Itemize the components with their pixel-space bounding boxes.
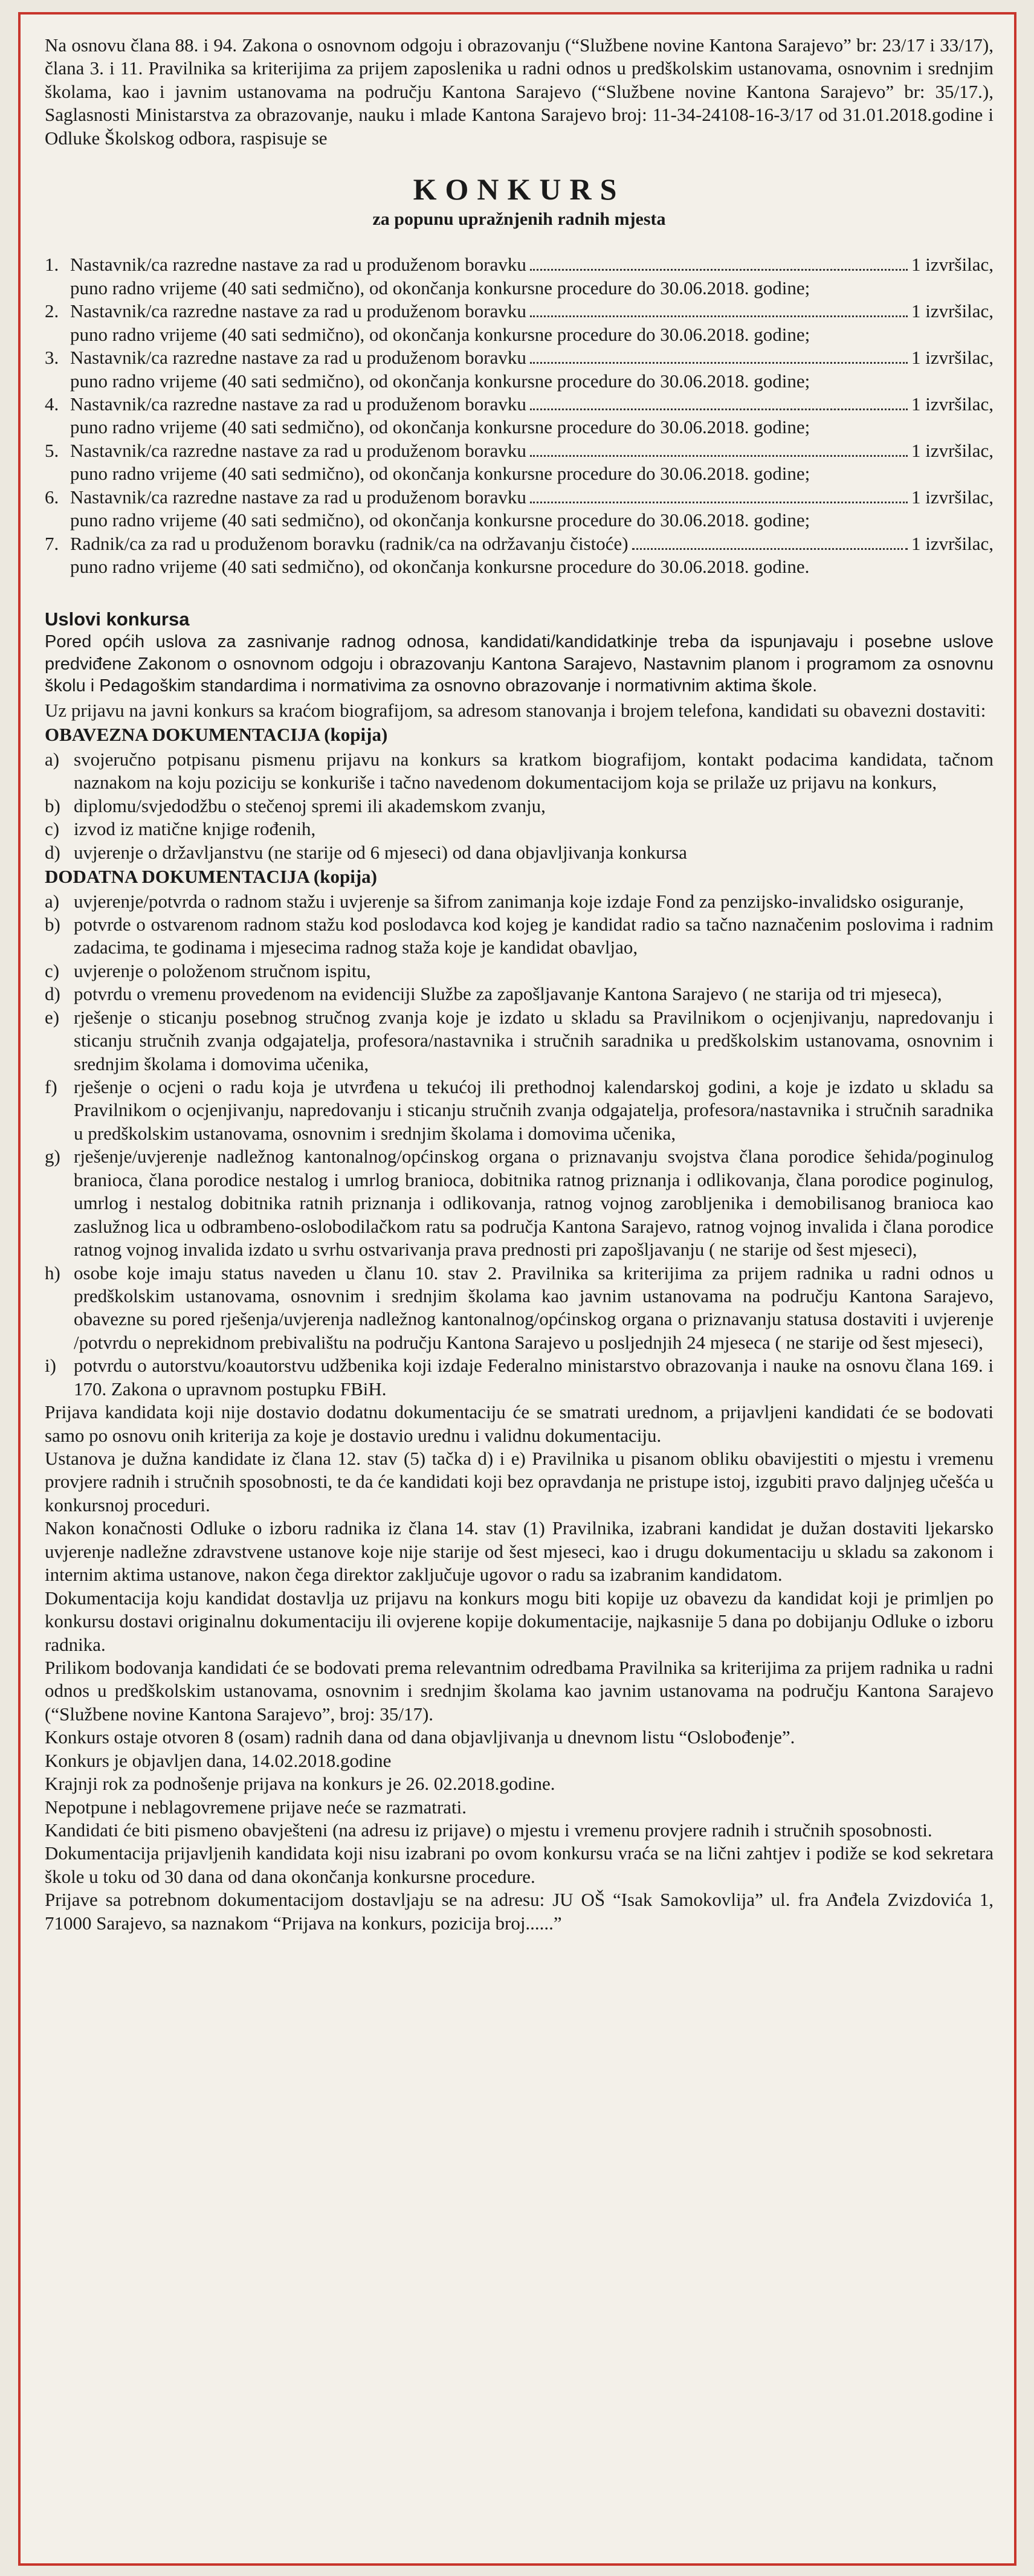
position-count: 1 izvršilac,: [911, 347, 994, 369]
item-letter: d): [45, 841, 60, 863]
position-body: [70, 346, 994, 393]
application-text: Uz prijavu na javni konkurs sa kraćom biografijom, sa adresom stanovanja i brojem telefona, kandidati su obavezni dostaviti:: [45, 700, 986, 721]
position-name: Radnik/ca za rad u produženom boravku (radnik/ca na održavanju čistoće): [70, 532, 628, 554]
item-text: potvrdu o vremenu provedenom na evidenciji Službe za zapošljavanje Kantona Sarajevo ( ne starija od tri mjeseca),: [74, 983, 942, 1005]
position-detail: puno radno vrijeme (40 sati sedmično), od okončanja konkursne procedure do 30.06.2018. godine;: [70, 463, 810, 485]
position-count: 1 izvršilac,: [911, 439, 994, 461]
item-letter: b): [45, 795, 60, 816]
document-item: [45, 960, 994, 983]
closing-paragraph: Prijava kandidata koji nije dostavio dodatnu dokumentaciju će se smatrati urednom, a prijavljeni kandidati će se bodovati samo po osnovu onih kriterija za koje je dostavio urednu i validnu dokumentaciju.: [45, 1401, 994, 1446]
position-title-line: [70, 253, 994, 276]
position-number: 5.: [45, 439, 59, 461]
position-title-line: [70, 439, 994, 462]
item-letter: c): [45, 818, 60, 840]
position-number: 1.: [45, 254, 59, 276]
position-item: [45, 486, 994, 532]
item-text: izvod iz matične knjige rođenih,: [74, 818, 316, 840]
item-letter: h): [45, 1262, 60, 1283]
position-number: 6.: [45, 486, 59, 508]
closing-paragraph: Prilikom bodovanja kandidati će se bodovati prema relevantnim odredbama Pravilnika sa kriterijima za prijem radnika u radni odnos u predškolskim ustanovama, osnovnim i srednjim školama kao javnim ustanovama na području Kantona Sarajevo (“Službene novine Kantona Sarajevo”, broj: 35/17).: [45, 1656, 994, 1725]
position-item: [45, 532, 994, 579]
mandatory-docs-heading: OBAVEZNA DOKUMENTACIJA (kopija): [45, 724, 388, 746]
positions-list: [45, 253, 994, 578]
announcement-content: [45, 34, 994, 1935]
position-body: [70, 532, 994, 579]
item-text: osobe koje imaju status naveden u članu 10. stav 2. Pravilnika sa kriterijima za prijem radnika u radni odnos u predškolskim ustanovama, osnovnim i srednjim školama kao javnim ustanovama na području Kantona Sarajevo, obavezne su pored rješenja/uvjerenja nadležnog kantonalnog/općinskog organa o priznavanju statusa dostaviti i uvjerenje /potvrdu o neprekidnom prebivalištu na području Kantona Sarajevo u posljednjih 24 mjeseca ( ne starije od šest mjeseci),: [74, 1262, 994, 1353]
position-count: 1 izvršilac,: [911, 486, 994, 508]
announcement-title: KONKURS: [413, 172, 625, 207]
position-title-line: [70, 346, 994, 369]
item-letter: d): [45, 983, 60, 1005]
dot-leader: [530, 440, 908, 457]
item-letter: g): [45, 1146, 60, 1167]
dot-leader: [530, 486, 908, 503]
closing-paragraph: Krajnji rok za podnošenje prijava na konkurs je 26. 02.2018.godine.: [45, 1773, 555, 1795]
conditions-section: [45, 608, 994, 697]
closing-paragraph: Konkurs ostaje otvoren 8 (osam) radnih dana od dana objavljivanja u dnevnom listu “Oslobođenje”.: [45, 1726, 795, 1748]
position-item: [45, 439, 994, 486]
document-item: [45, 1262, 994, 1355]
document-item: [45, 1076, 994, 1145]
position-count: 1 izvršilac,: [911, 532, 994, 554]
position-count: 1 izvršilac,: [911, 300, 994, 322]
position-detail: puno radno vrijeme (40 sati sedmično), od okončanja konkursne procedure do 30.06.2018. godine;: [70, 277, 810, 299]
position-number: 4.: [45, 393, 59, 415]
dot-leader: [530, 300, 908, 317]
dot-leader: [632, 533, 908, 550]
item-text: diplomu/svjedodžbu o stečenoj spremi ili akademskom zvanju,: [74, 795, 546, 816]
item-text: potvrde o ostvarenom radnom stažu kod poslodavca kod kojeg je kandidat radio sa tačno naznačenim poslovima i radnim zadacima, te godinama i mjesecima radnog staža koje je kandidat obavljao,: [74, 913, 994, 958]
position-detail: puno radno vrijeme (40 sati sedmično), od okončanja konkursne procedure do 30.06.2018. godine;: [70, 370, 810, 392]
position-name: Nastavnik/ca razredne nastave za rad u produženom boravku: [70, 486, 526, 508]
position-item: [45, 393, 994, 439]
item-text: uvjerenje/potvrda o radnom stažu i uvjerenje sa šifrom zanimanja koje izdaje Fond za penzijsko-invalidsko osiguranje,: [74, 890, 964, 912]
item-text: svojeručno potpisanu pismenu prijavu na konkurs sa kratkom biografijom, kontakt podacima kandidata, tačnom naznakom na koju poziciju se konkuriše i tačno navedenom dokumentacijom koja se prilaže uz prijavu na konkurs,: [74, 748, 994, 793]
closing-paragraph: Dokumentacija prijavljenih kandidata koji nisu izabrani po ovom konkursu vraća se na lični zahtjev i podiže se kod sekretara škole u toku od 30 dana od dana okončanja konkursne procedure.: [45, 1842, 994, 1887]
item-letter: i): [45, 1355, 56, 1377]
dot-leader: [530, 254, 908, 271]
position-number: 7.: [45, 532, 59, 554]
closing-paragraph: Dokumentacija koju kandidat dostavlja uz prijavu na konkurs mogu biti kopije uz obavezu da kandidat koji je primljen po konkursu dostavi originalnu dokumentaciju ili ovjerene kopije dokumentacije, najkasnije 5 dana po dobijanju Odluke o izboru radnika.: [45, 1587, 994, 1655]
position-number: 3.: [45, 347, 59, 369]
position-detail: puno radno vrijeme (40 sati sedmično), od okončanja konkursne procedure do 30.06.2018. godine;: [70, 323, 810, 345]
position-name: Nastavnik/ca razredne nastave za rad u produženom boravku: [70, 393, 526, 415]
item-letter: b): [45, 913, 60, 935]
document-item: [45, 1354, 994, 1401]
position-title-line: [70, 393, 994, 416]
position-count: 1 izvršilac,: [911, 393, 994, 415]
item-text: rješenje/uvjerenje nadležnog kantonalnog/općinskog organa o priznavanju svojstva člana porodice šehida/poginulog branioca, člana porodice nestalog i umrlog branioca, dobitnika ratnog priznanja i odlikovanja, člana porodice poginulog, umrlog i nestalog dobitnika ratnih priznanja i odlikovanja, ratnog vojnog zarobljenika i demobilisanog branioca kao zaslužnog lica u odbrambeno-oslobodilačkom ratu sa područja Kantona Sarajevo, ratnog vojnog invalida i člana porodice ratnog vojnog invalida izdato u svrhu ostvarivanja prava prednosti pri zapošljavanju ( ne starije od šest mjeseci),: [74, 1146, 994, 1261]
position-body: [70, 300, 994, 346]
position-title-line: [70, 300, 994, 323]
position-item: [45, 346, 994, 393]
conditions-heading: Uslovi konkursa: [45, 608, 190, 630]
position-detail: puno radno vrijeme (40 sati sedmično), od okončanja konkursne procedure do 30.06.2018. godine;: [70, 416, 810, 438]
document-item: [45, 841, 994, 864]
position-count: 1 izvršilac,: [911, 254, 994, 276]
document-item: [45, 1006, 994, 1076]
document-item: [45, 748, 994, 795]
position-title-line: [70, 532, 994, 555]
item-text: uvjerenje o položenom stručnom ispitu,: [74, 960, 371, 981]
document-item: [45, 795, 994, 818]
item-text: potvrdu o autorstvu/koautorstvu udžbenika koji izdaje Federalno ministarstvo obrazovanja i nauke na osnovu člana 169. i 170. Zakona o upravnom postupku FBiH.: [74, 1355, 994, 1399]
position-detail: puno radno vrijeme (40 sati sedmično), od okončanja konkursne procedure do 30.06.2018. godine;: [70, 509, 810, 531]
position-item: [45, 300, 994, 346]
item-text: uvjerenje o državljanstvu (ne starije od 6 mjeseci) od dana objavljivanja konkursa: [74, 841, 687, 863]
position-name: Nastavnik/ca razredne nastave za rad u produženom boravku: [70, 300, 526, 322]
position-number: 2.: [45, 300, 59, 322]
closing-paragraph: Prijave sa potrebnom dokumentacijom dostavljaju se na adresu: JU OŠ “Isak Samokovlija” ul. fra Anđela Zvizdovića 1, 71000 Sarajevo, sa naznakom “Prijava na konkurs, pozicija broj......”: [45, 1889, 994, 1934]
item-letter: e): [45, 1006, 60, 1028]
closing-paragraph: Ustanova je dužna kandidate iz člana 12. stav (5) tačka d) i e) Pravilnika u pisanom obliku obavijestiti o mjestu i vremenu provjere radnih i stručnih sposobnosti, te da će kandidati koji bez opravdanja ne pristupe istoj, izgubiti pravo daljnjeg učešća u konkursnoj proceduri.: [45, 1448, 994, 1516]
document-item: [45, 1145, 994, 1261]
position-item: [45, 253, 994, 300]
conditions-text: Pored općih uslova za zasnivanje radnog odnosa, kandidati/kandidatkinje treba da ispunjavaju i posebne uslove predviđene Zakonom o osnovnom odgoju i obrazovanju Kantona Sarajevo, Nastavnim planom i programom za osnovnu školu i Pedagoškim standardima i normativima za osnovno obrazovanje i normativnim aktima škole.: [45, 632, 994, 696]
item-text: rješenje o ocjeni o radu koja je utvrđena u tekućoj ili prethodnoj kalendarskoj godini, a koje je izdato u skladu sa Pravilnikom o ocjenjivanju, napredovanju i sticanju stručnih zvanja odgajatelja, profesora/nastavnika i stručnih saradnika u predškolskim ustanovama, osnovnim i srednjim školama i domovima učenika,: [74, 1076, 994, 1144]
intro-paragraph: Na osnovu člana 88. i 94. Zakona o osnovnom odgoju i obrazovanju (“Službene novine Kantona Sarajevo” br: 23/17 i 33/17), člana 3. i 11. Pravilnika sa kriterijima za prijem zaposlenika u radni odnos u predškolskim ustanovama, osnovnim i srednjim školama, kao i javnim ustanovama na području Kantona Sarajevo (“Službene novine Kantona Sarajevo” br: 35/17.), Saglasnosti Ministarstva za obrazovanje, nauku i mlade Kantona Sarajevo broj: 11-34-24108-16-3/17 od 31.01.2018.godine i Odluke Školskog odbora, raspisuje se: [45, 34, 994, 149]
mandatory-docs-list: [45, 748, 994, 864]
dot-leader: [530, 393, 908, 410]
announcement-subtitle: za popunu upražnjenih radnih mjesta: [372, 209, 666, 230]
closing-section: [45, 1401, 994, 1935]
document-item: [45, 913, 994, 960]
position-body: [70, 486, 994, 532]
position-name: Nastavnik/ca razredne nastave za rad u produženom boravku: [70, 347, 526, 369]
position-body: [70, 253, 994, 300]
additional-docs-list: [45, 890, 994, 1401]
position-name: Nastavnik/ca razredne nastave za rad u produženom boravku: [70, 439, 526, 461]
closing-paragraph: Nakon konačnosti Odluke o izboru radnika iz člana 14. stav (1) Pravilnika, izabrani kandidat je dužan dostaviti ljekarsko uvjerenje nadležne zdravstvene ustanove koje nije starije od šest mjeseci, kao i drugu dokumentaciju u skladu sa zakonom i internim aktima ustanove, nakon čega direktor zaključuje ugovor o radu sa izabranim kandidatom.: [45, 1517, 994, 1586]
document-item: [45, 983, 994, 1006]
document-item: [45, 890, 994, 913]
item-letter: f): [45, 1076, 57, 1097]
item-letter: a): [45, 748, 60, 770]
position-title-line: [70, 486, 994, 509]
position-detail: puno radno vrijeme (40 sati sedmično), od okončanja konkursne procedure do 30.06.2018. godine.: [70, 556, 810, 578]
closing-paragraph: Konkurs je objavljen dana, 14.02.2018.godine: [45, 1749, 392, 1771]
dot-leader: [530, 347, 908, 364]
item-text: rješenje o sticanju posebnog stručnog zvanja koje je izdato u skladu sa Pravilnikom o ocjenjivanju, napredovanju i sticanju stručnih zvanja odgajatelja, profesora/nastavnika i stručnih saradnika u predškolskim ustanovama, osnovnim i srednjim školama i domovima učenika,: [74, 1006, 994, 1074]
position-body: [70, 439, 994, 486]
closing-paragraph: Kandidati će biti pismeno obavješteni (na adresu iz prijave) o mjestu i vremenu provjere radnih i stručnih sposobnosti.: [45, 1819, 932, 1841]
additional-docs-heading: DODATNA DOKUMENTACIJA (kopija): [45, 866, 377, 888]
position-name: Nastavnik/ca razredne nastave za rad u produženom boravku: [70, 254, 526, 276]
closing-paragraph: Nepotpune i neblagovremene prijave neće se razmatrati.: [45, 1796, 467, 1818]
position-body: [70, 393, 994, 439]
item-letter: a): [45, 890, 60, 912]
item-letter: c): [45, 960, 60, 981]
announcement-box: [18, 12, 1016, 2566]
document-item: [45, 818, 994, 841]
